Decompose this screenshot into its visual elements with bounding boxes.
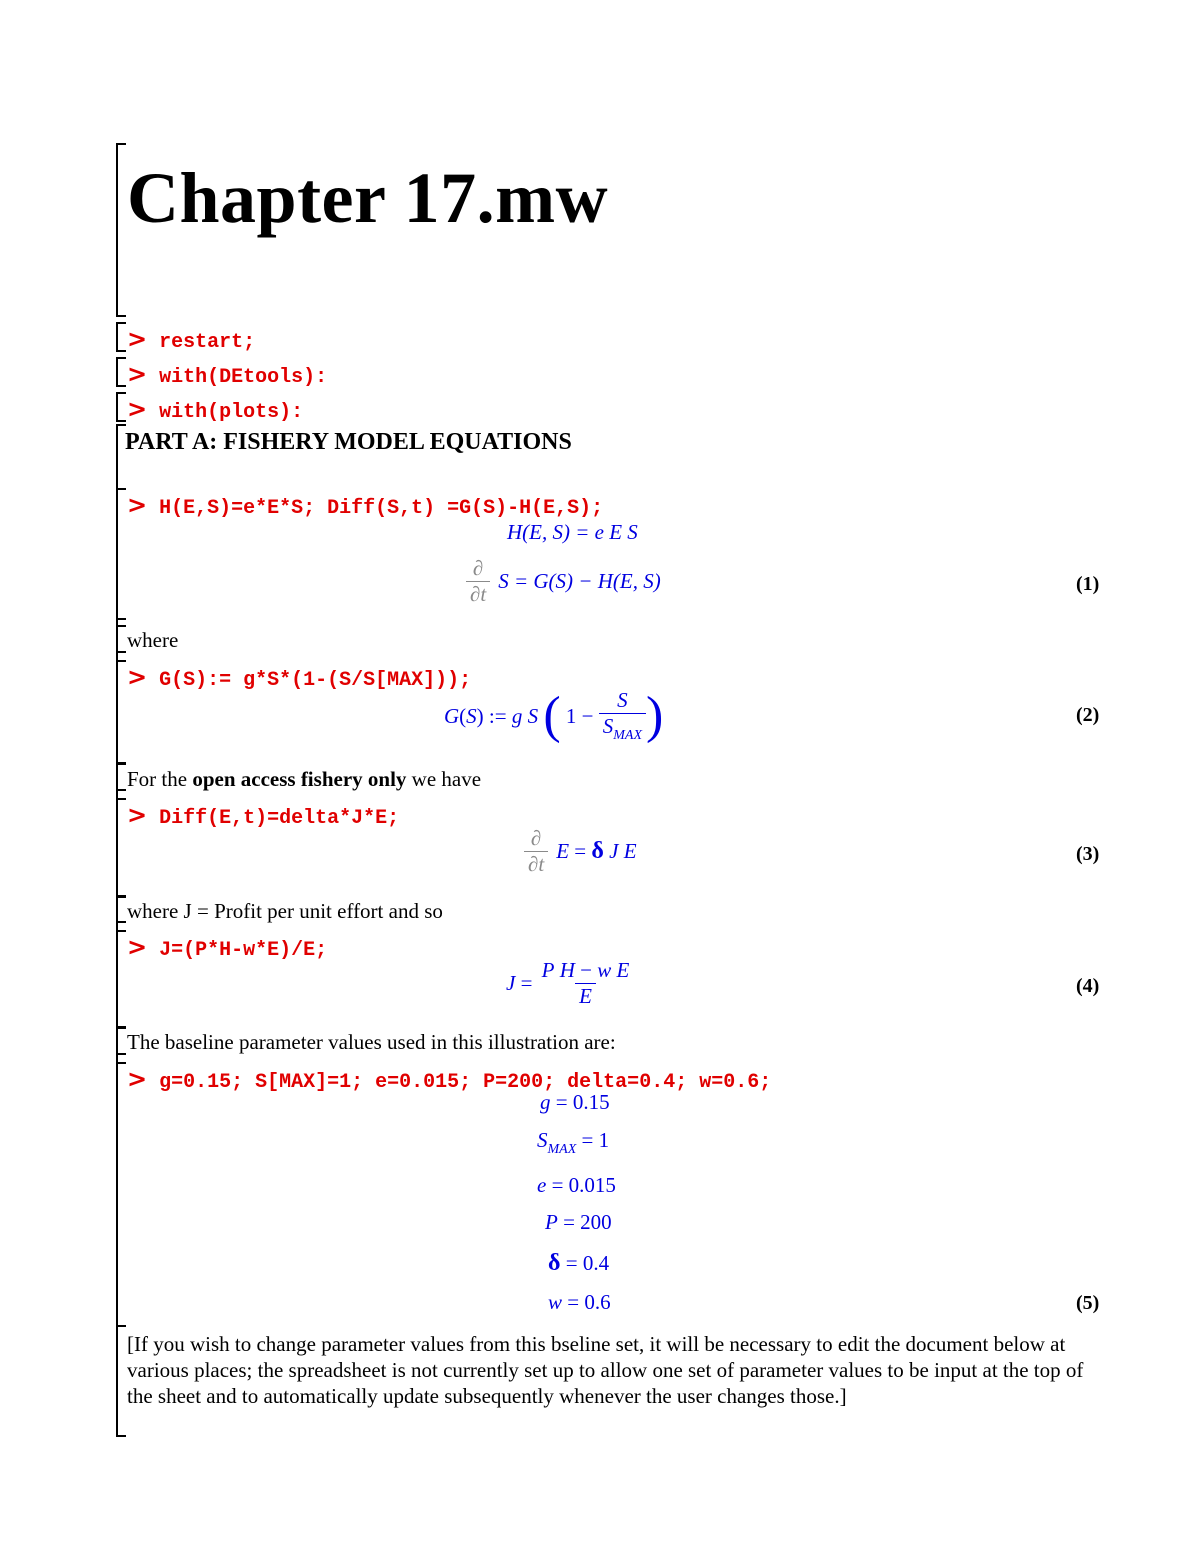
execution-group-bracket[interactable] (116, 930, 126, 1028)
command-with-detools[interactable]: > with(DEtools): (127, 360, 328, 389)
partial-derivative-symbol: $\frac{\partial}{\partial t}$ (466, 556, 490, 607)
prompt-icon: > (127, 663, 148, 691)
execution-group-bracket[interactable] (116, 488, 126, 620)
prompt-icon: > (127, 395, 148, 423)
execution-group-bracket[interactable] (116, 357, 126, 387)
execution-group-bracket[interactable] (116, 322, 126, 352)
equation-label: (2) (1076, 704, 1100, 726)
equation-label: (4) (1076, 975, 1100, 997)
param-w: w = 0.6 (548, 1290, 611, 1314)
input-harvest-equation[interactable]: > H(E,S)=e*E*S; Diff(S,t) =G(S)-H(E,S); (127, 491, 604, 520)
output-stock-ode: $\frac{\partial}{\partial t}$ S = G(S) − H(E, S) (466, 556, 661, 607)
prompt-icon: > (127, 1065, 148, 1093)
output-harvest-equation: H(E, S) = e E S (507, 520, 638, 544)
output-effort-ode: $\frac{\partial}{\partial t}$ E = δ J E (524, 826, 637, 877)
execution-group-bracket[interactable] (116, 1062, 126, 1328)
text-bracket[interactable] (116, 895, 126, 923)
page-title: Chapter 17.mw (127, 158, 609, 238)
param-g: g = 0.15 (540, 1090, 610, 1114)
param-delta: δ = 0.4 (548, 1250, 610, 1276)
text-bracket[interactable] (116, 625, 126, 653)
output-profit-equation: J = $\frac{\text{P H − w E}}{E}$ (506, 958, 630, 1008)
execution-group-bracket[interactable] (116, 660, 126, 764)
execution-group-bracket[interactable] (116, 798, 126, 898)
text-open-access: For the open access fishery only we have (127, 767, 482, 791)
partial-derivative-symbol: $\frac{\partial}{\partial t}$ (524, 826, 548, 877)
text-where: where (127, 628, 179, 652)
equation-label: (5) (1076, 1292, 1100, 1314)
input-parameter-values[interactable]: > g=0.15; S[MAX]=1; e=0.015; P=200; delta=0.4; w=0.6; (127, 1065, 772, 1094)
input-growth-function[interactable]: > G(S):= g*S*(1-(S/S[MAX])); (127, 663, 472, 692)
input-effort-ode[interactable]: > Diff(E,t)=delta*J*E; (127, 801, 400, 830)
text-bracket[interactable] (116, 1325, 126, 1437)
input-profit-equation[interactable]: > J=(P*H-w*E)/E; (127, 933, 328, 962)
prompt-icon: > (127, 491, 148, 519)
param-e: e = 0.015 (537, 1173, 616, 1197)
param-p: P = 200 (545, 1210, 612, 1234)
prompt-icon: > (127, 933, 148, 961)
prompt-icon: > (127, 801, 148, 829)
text-where-profit: where J = Profit per unit effort and so (127, 899, 443, 923)
param-smax: $S_{MAX} = 1$ (537, 1128, 610, 1157)
command-restart[interactable]: > restart; (127, 325, 256, 354)
output-growth-function: G ( S ) := g S ( 1 − $\frac{S}{S_{MAX}}$ ) (444, 687, 664, 744)
text-bracket[interactable] (116, 763, 126, 791)
section-heading: PART A: FISHERY MODEL EQUATIONS (125, 429, 572, 455)
execution-group-bracket[interactable] (116, 392, 126, 422)
text-bracket[interactable] (116, 1027, 126, 1055)
text-baseline: The baseline parameter values used in this illustration are: (127, 1030, 616, 1054)
prompt-icon: > (127, 325, 148, 353)
note-paragraph: [If you wish to change parameter values from this bseline set, it will be necessary to edit the document below at various places; the spreadsheet is not currently set up to allow one set of parameter values to be input at the top of the sheet and to automatically update subsequently whenever the user changes those.] (127, 1332, 1084, 1408)
command-with-plots[interactable]: > with(plots): (127, 395, 304, 424)
section-bracket[interactable] (116, 143, 126, 317)
equation-label: (1) (1076, 573, 1100, 595)
prompt-icon: > (127, 360, 148, 388)
equation-label: (3) (1076, 843, 1100, 865)
